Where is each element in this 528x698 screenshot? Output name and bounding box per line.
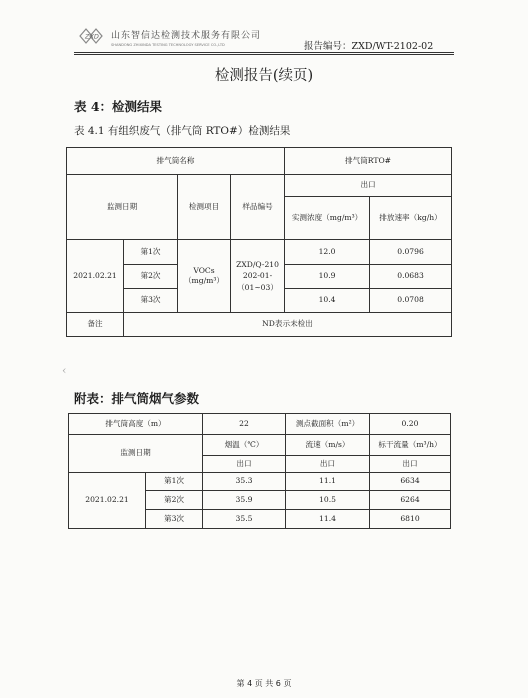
emission-rate-value: 0.0796 [370,240,452,265]
table-caption: 表 4.1 有组织废气（排气筒 RTO#）检测结果 [74,125,291,137]
stack-name-label: 排气筒名称 [67,148,285,175]
flow-speed-label: 流速（m/s） [286,435,370,456]
flue-temp-value: 35.3 [203,473,286,491]
company-name-cn: 山东智信达检测技术服务有限公司 [111,31,262,41]
flue-temp-label: 烟温（℃） [203,435,286,456]
flow-rate-value: 6810 [370,510,451,529]
table-row-seq: 第1次 [124,240,178,265]
concentration-value: 10.9 [285,265,370,289]
remark-label: 备注 [67,313,124,337]
flow-speed-value: 11.4 [286,510,370,529]
report-number: 报告编号：ZXD/WT-2102-02 [304,41,434,52]
table-row-seq: 第3次 [146,510,203,529]
test-item-label: 检测项目 [178,175,231,240]
stack-parameters-table [68,413,451,529]
header-rule [74,52,454,53]
appendix-heading: 附表：排气筒烟气参数 [74,391,200,406]
flow-speed-value: 11.1 [286,473,370,491]
flow-rate-label: 标干流量（m³/h） [370,435,451,456]
table-row-seq: 第2次 [146,491,203,510]
concentration-value: 10.4 [285,289,370,313]
logo-text: ZXD [85,32,99,41]
emission-rate-value: 0.0683 [370,265,452,289]
flue-temp-value: 35.9 [203,491,286,510]
monitor-date-label: 监测日期 [67,175,178,240]
page-title: 检测报告(续页) [214,68,314,84]
table-row-seq: 第1次 [146,473,203,491]
monitor-date-label: 监测日期 [69,435,203,473]
company-name-en: SHANDONG ZHIXINDA TESTING TECHNOLOGY SERVICE CO.,LTD [111,43,225,47]
scan-mark: ‹ [62,364,67,377]
results-table [66,147,452,337]
page-number: 第 4 页 共 6 页 [236,679,292,688]
section-heading: 表 4：检测结果 [74,99,163,114]
header-rule-thin [74,54,454,55]
test-item: VOCs （mg/m³） [178,240,231,313]
sample-no: ZXD/Q-210 202-01- （01~03） [231,240,285,313]
table-row-seq: 第3次 [124,289,178,313]
company-name [111,28,261,47]
flue-temp-value: 35.5 [203,510,286,529]
emission-rate-value: 0.0708 [370,289,452,313]
outlet-label: 出口 [286,456,370,473]
company-logo-icon [78,25,106,47]
emission-rate-label: 排放速率（kg/h） [370,197,452,240]
section-area-label: 测点截面积（m²） [286,414,370,435]
flow-speed-value: 10.5 [286,491,370,510]
flow-rate-value: 6634 [370,473,451,491]
stack-height-value: 22 [203,414,286,435]
concentration-value: 12.0 [285,240,370,265]
stack-name-value: 排气筒RTO# [285,148,452,175]
outlet-label: 出口 [285,175,452,197]
monitor-date: 2021.02.21 [69,473,146,529]
sample-no-label: 样品编号 [231,175,285,240]
remark-value: ND表示未检出 [124,313,452,337]
stack-height-label: 排气筒高度（m） [69,414,203,435]
table-row-seq: 第2次 [124,265,178,289]
outlet-label: 出口 [203,456,286,473]
outlet-label: 出口 [370,456,451,473]
section-area-value: 0.20 [370,414,451,435]
monitor-date: 2021.02.21 [67,240,124,313]
flow-rate-value: 6264 [370,491,451,510]
concentration-label: 实测浓度（mg/m³） [285,197,370,240]
